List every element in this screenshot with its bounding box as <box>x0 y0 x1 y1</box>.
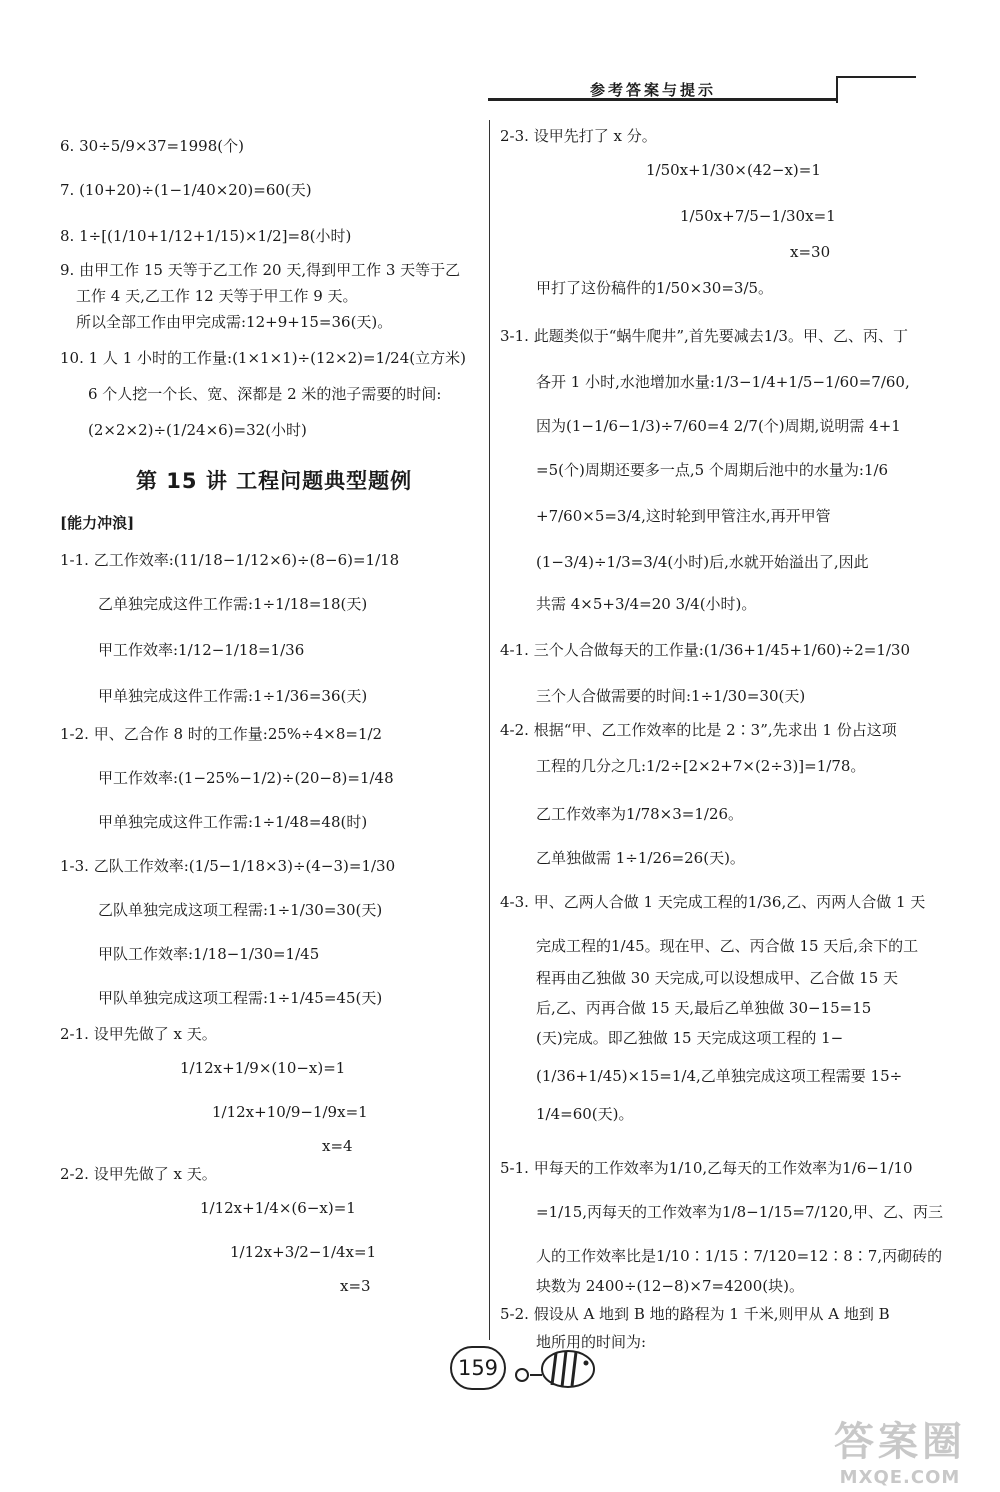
answer-line: 1/12x+3/2−1/4x=1 <box>230 1243 377 1261</box>
answer-line: 2-1. 设甲先做了 x 天。 <box>60 1025 217 1043</box>
page-footer <box>450 1345 600 1391</box>
header-title: 参考答案与提示 <box>590 81 717 99</box>
answer-line: 1/50x+1/30×(42−x)=1 <box>646 161 821 179</box>
answer-line: 4-2. 根据“甲、乙工作效率的比是 2∶3”,先求出 1 份占这项 <box>500 721 897 739</box>
answer-line: 1-1. 乙工作效率:(11/18−1/12×6)÷(8−6)=1/18 <box>60 551 400 569</box>
answer-line: 1/12x+1/9×(10−x)=1 <box>180 1059 346 1077</box>
answer-line: (2×2×2)÷(1/24×6)=32(小时) <box>88 421 307 439</box>
answer-line: (1−3/4)÷1/3=3/4(小时)后,水就开始溢出了,因此 <box>536 553 869 571</box>
answer-line: 甲打了这份稿件的1/50×30=3/5。 <box>536 279 774 297</box>
answer-line: 乙队单独完成这项工程需:1÷1/30=30(天) <box>98 901 383 919</box>
answer-line: 工作 4 天,乙工作 12 天等于甲工作 9 天。 <box>76 287 358 305</box>
answer-line: 8. 1÷[(1/10+1/12+1/15)×1/2]=8(小时) <box>60 227 352 245</box>
answer-line: 乙单独做需 1÷1/26=26(天)。 <box>536 849 745 867</box>
answer-line: 甲工作效率:(1−25%−1/2)÷(20−8)=1/48 <box>98 769 394 787</box>
answer-line: 因为(1−1/6−1/3)÷7/60=4 2/7(个)周期,说明需 4+1 <box>536 417 901 435</box>
answer-line: 程再由乙独做 30 天完成,可以设想成甲、乙合做 15 天 <box>536 969 899 987</box>
answer-line: 甲队工作效率:1/18−1/30=1/45 <box>98 945 320 963</box>
answer-line: 后,乙、丙再合做 15 天,最后乙单独做 30−15=15 <box>536 999 872 1017</box>
answer-line: 1-2. 甲、乙合作 8 时的工作量:25%÷4×8=1/2 <box>60 725 383 743</box>
answer-line: 4-1. 三个人合做每天的工作量:(1/36+1/45+1/60)÷2=1/30 <box>500 641 911 659</box>
answer-line: +7/60×5=3/4,这时轮到甲管注水,再开甲管 <box>536 507 831 525</box>
answer-line: x=4 <box>322 1137 353 1155</box>
answer-line: 工程的几分之几:1/2÷[2×2+7×(2÷3)]=1/78。 <box>536 757 866 775</box>
answer-line: 6. 30÷5/9×37=1998(个) <box>60 137 244 155</box>
answer-line: 1/12x+10/9−1/9x=1 <box>212 1103 368 1121</box>
answer-line: 甲队单独完成这项工程需:1÷1/45=45(天) <box>98 989 383 1007</box>
answer-line: 5-1. 甲每天的工作效率为1/10,乙每天的工作效率为1/6−1/10 <box>500 1159 913 1177</box>
answer-line: 10. 1 人 1 小时的工作量:(1×1×1)÷(12×2)=1/24(立方米) <box>60 349 466 367</box>
answer-line: (1/36+1/45)×15=1/4,乙单独完成这项工程需要 15÷ <box>536 1067 903 1085</box>
answer-line: =5(个)周期还要多一点,5 个周期后池中的水量为:1/6 <box>536 461 889 479</box>
header-box <box>836 76 916 103</box>
answer-line: 1/50x+7/5−1/30x=1 <box>680 207 836 225</box>
watermark <box>810 1410 990 1488</box>
answer-line: (天)完成。即乙独做 15 天完成这项工程的 1− <box>536 1029 844 1047</box>
answer-line: 7. (10+20)÷(1−1/40×20)=60(天) <box>60 181 312 199</box>
answer-line: 9. 由甲工作 15 天等于乙工作 20 天,得到甲工作 3 天等于乙 <box>60 261 461 279</box>
answer-line: x=3 <box>340 1277 371 1295</box>
answer-line: 5-2. 假设从 A 地到 B 地的路程为 1 千米,则甲从 A 地到 B <box>500 1305 890 1323</box>
answer-line: x=30 <box>790 243 831 261</box>
answer-line: 甲单独完成这件工作需:1÷1/48=48(时) <box>98 813 368 831</box>
answer-line: 共需 4×5+3/4=20 3/4(小时)。 <box>536 595 757 613</box>
section-subtitle: [能力冲浪] <box>60 514 135 532</box>
watermark-url: MXQE.COM <box>839 1467 961 1488</box>
answer-line: 2-3. 设甲先打了 x 分。 <box>500 127 657 145</box>
answer-line: 所以全部工作由甲完成需:12+9+15=36(天)。 <box>76 313 393 331</box>
page-number: 159 <box>450 1346 506 1390</box>
answer-line: 3-1. 此题类似于“蜗牛爬井”,首先要减去1/3。甲、乙、丙、丁 <box>500 327 908 345</box>
answer-line: 人的工作效率比是1/10∶1/15∶7/120=12∶8∶7,丙砌砖的 <box>536 1247 943 1265</box>
answer-line: 各开 1 小时,水池增加水量:1/3−1/4+1/5−1/60=7/60, <box>536 373 910 391</box>
answer-line: 2-2. 设甲先做了 x 天。 <box>60 1165 217 1183</box>
answer-line: 地所用的时间为: <box>536 1333 647 1351</box>
answer-line: 1-3. 乙队工作效率:(1/5−1/18×3)÷(4−3)=1/30 <box>60 857 396 875</box>
answer-line: 三个人合做需要的时间:1÷1/30=30(天) <box>536 687 806 705</box>
answer-line: 甲工作效率:1/12−1/18=1/36 <box>98 641 305 659</box>
answer-line: =1/15,丙每天的工作效率为1/8−1/15=7/120,甲、乙、丙三 <box>536 1203 943 1221</box>
answer-line: 完成工程的1/45。现在甲、乙、丙合做 15 天后,余下的工 <box>536 937 919 955</box>
answer-line: 块数为 2400÷(12−8)×7=4200(块)。 <box>536 1277 804 1295</box>
answer-line: 4-3. 甲、乙两人合做 1 天完成工程的1/36,乙、丙两人合做 1 天 <box>500 893 926 911</box>
section-title: 第 15 讲 工程问题典型题例 <box>136 469 413 493</box>
answer-line: 甲单独完成这件工作需:1÷1/36=36(天) <box>98 687 368 705</box>
answer-line: 1/4=60(天)。 <box>536 1105 634 1123</box>
answer-line: 乙工作效率为1/78×3=1/26。 <box>536 805 744 823</box>
watermark-logo: 答案圈 <box>834 1419 966 1465</box>
column-divider <box>489 120 490 1340</box>
answer-line: 1/12x+1/4×(6−x)=1 <box>200 1199 356 1217</box>
answer-line: 6 个人挖一个长、宽、深都是 2 米的池子需要的时间: <box>88 385 442 403</box>
fish-icon <box>510 1345 600 1391</box>
answer-line: 乙单独完成这件工作需:1÷1/18=18(天) <box>98 595 368 613</box>
